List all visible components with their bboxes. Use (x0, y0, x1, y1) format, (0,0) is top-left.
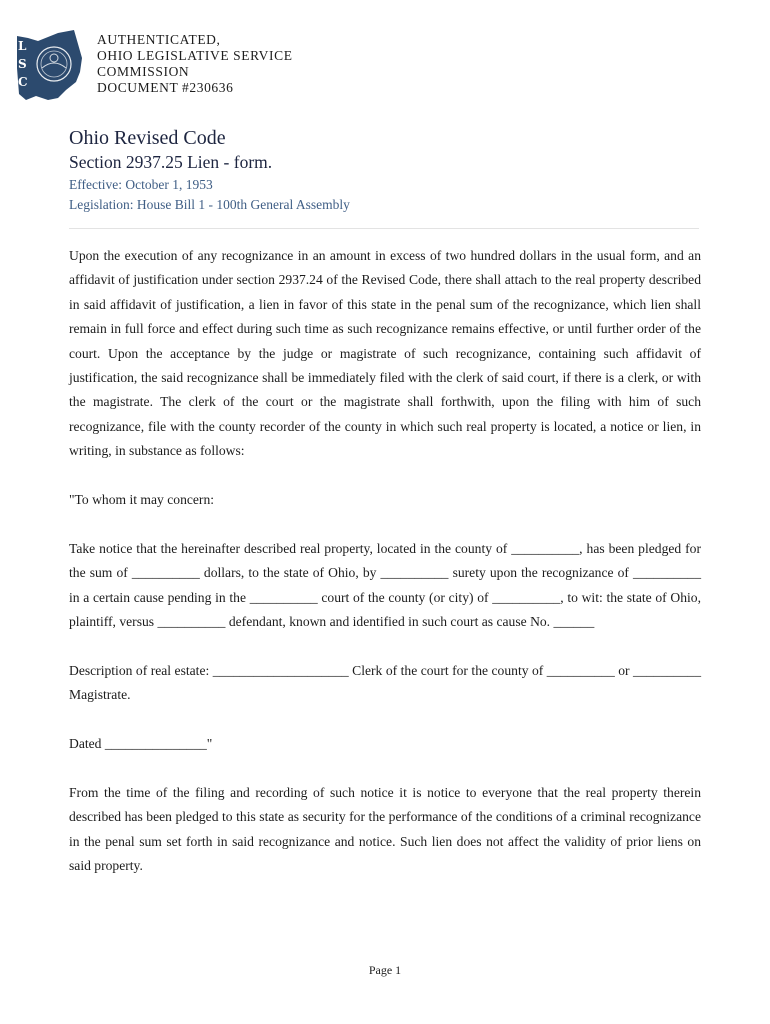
auth-line: DOCUMENT #230636 (97, 80, 234, 95)
divider (69, 228, 699, 229)
notice-paragraph: Take notice that the hereinafter described real property, located in the county of __________, has been pledged for the sum of __________ dollars, to the state of Ohio, by __________ surety upon the recognizance of __________ in a certain cause pending in the __________ court of the county (or city) of __________, to wit: the state of Ohio, plaintiff, versus __________ defendant, known and identified in such court as cause No. ______ (69, 540, 701, 630)
body-paragraph: From the time of the filing and recording of such notice it is notice to everyone that the real property therein described has been pledged to this state as security for the performance of the conditions of a criminal recognizance in the penal sum set forth in said recognizance and notice. Such lien does not affect the validity of prior liens on said property. (69, 784, 701, 874)
auth-line: COMMISSION (97, 64, 190, 79)
notice-description: Description of real estate: ____________________ Clerk of the court for the county of __________ or __________ Magistrate. (69, 662, 701, 703)
notice-salutation: "To whom it may concern: (69, 492, 215, 508)
notice-dated: Dated _______________" (69, 736, 213, 752)
logo-letter-s: S (18, 57, 27, 71)
page-number: Page 1 (368, 963, 402, 977)
lsc-ohio-logo (14, 28, 86, 102)
logo-letter-l: L (18, 39, 27, 53)
authentication-stamp (97, 32, 293, 96)
ohio-state-map-icon (14, 28, 86, 102)
auth-line: AUTHENTICATED, (97, 32, 221, 47)
effective-date: Effective: October 1, 1953 (69, 177, 213, 192)
section-title: Section 2937.25 Lien - form. (69, 152, 273, 172)
legislation-info: Legislation: House Bill 1 - 100th General Assembly (69, 197, 350, 212)
auth-line: OHIO LEGISLATIVE SERVICE (97, 48, 293, 63)
body-paragraph: Upon the execution of any recognizance in an amount in excess of two hundred dollars in the usual form, and an affidavit of justification under section 2937.24 of the Revised Code, there shall attach to the real property described in said affidavit of justification, a lien in favor of this state in the penal sum of the recognizance, which lien shall remain in full force and effect during such time as such recognizance remains effective, or until further order of the court. Upon the acceptance by the judge or magistrate of such recognizance, containing such affidavit of justification, the said recognizance shall be immediately filed with the clerk of said court, if there is a clerk, or with the magistrate. The clerk of the court or the magistrate shall forthwith, upon the filing with him of such recognizance, file with the county recorder of the county in which such real property is located, a notice or lien, in writing, in substance as follows: (69, 248, 701, 459)
logo-letter-c: C (18, 75, 28, 89)
code-title: Ohio Revised Code (69, 127, 226, 149)
document-body (69, 244, 701, 903)
